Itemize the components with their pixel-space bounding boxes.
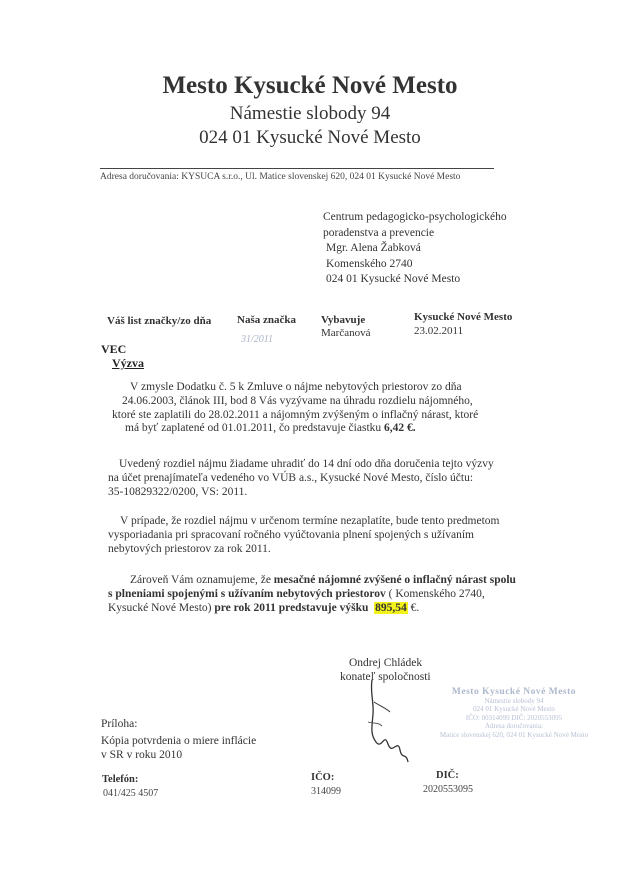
header-divider [100,168,494,169]
recipient-line: poradenstva a prevencie [323,226,435,239]
stamp-line: Námestie slobody 94 [484,696,544,705]
stamp-title: Mesto Kysucké Nové Mesto [451,687,577,697]
phone-label: Telefón: [102,774,139,785]
paragraph-line: na účet prenajímateľa vedeného vo VÚB a.s., Kysucké Nové Mesto, číslo účtu: [108,471,474,484]
dic-label: DIČ: [436,770,459,781]
highlighted-amount: 895,54 [375,601,407,614]
attachment-line: Kópia potvrdenia o miere inflácie [101,735,257,747]
signatory-name: Ondrej Chládek [349,657,423,669]
paragraph-line [106,422,478,436]
place-label: Kysucké Nové Mesto [414,311,513,323]
attachment-block [101,717,256,762]
paragraph-4 [108,574,516,615]
paragraph-bold-text: pre rok 2011 predstavuje výšku [214,601,369,614]
dic-value: 2020553095 [423,784,473,795]
handwritten-signature-icon [360,672,420,767]
company-stamp [424,688,604,740]
paragraph-2 [108,458,494,499]
paragraph-line: nebytových priestorov za rok 2011. [108,542,271,555]
paragraph-bold-text: s plneniami spojenými s užívaním nebytových priestorov [108,587,386,600]
paragraph-text: má byť zaplatené od 01.01.2011, čo predstavuje čiastku [125,422,382,435]
handled-label: Vybavuje [321,314,366,326]
signatory-role: konateľ spoločnosti [340,671,431,683]
your-ref-label: Váš list značky/zo dňa [107,315,212,327]
paragraph-line: Uvedený rozdiel nájmu žiadame uhradiť do 14 dní odo dňa doručenia tejto výzvy [119,458,494,470]
attachment-label: Príloha: [101,718,138,730]
letterhead-city: 024 01 Kysucké Nové Mesto [199,127,421,148]
paragraph-line [108,602,516,616]
paragraph-line: V prípade, že rozdiel nájmu v určenom termíne nezaplatíte, bude tento predmetom [120,515,500,527]
attachment-line: v SR v roku 2010 [101,749,183,761]
paragraph-bold-text: mesačné nájomné zvýšené o inflačný nárast spolu [273,574,516,586]
our-ref-value: 31/2011 [241,334,274,345]
currency-sign: €. [407,601,420,614]
paragraph-text: ( Komenského 2740, [385,587,485,600]
paragraph-line [108,574,516,588]
paragraph-3 [108,515,499,556]
paragraph-line: ktoré ste zaplatili do 28.02.2011 a nájomným zvýšeným o inflačný nárast, ktoré [112,408,479,421]
letter-date: 23.02.2011 [414,325,464,337]
letterhead-title: Mesto Kysucké Nové Mesto [162,72,458,99]
recipient-line: Komenského 2740 [326,257,413,270]
handled-value: Marčanová [321,327,371,339]
paragraph-1 [106,381,478,436]
our-ref-label: Naša značka [237,314,296,326]
recipient-line: Centrum pedagogicko-psychologického [323,211,507,223]
recipient-line: 024 01 Kysucké Nové Mesto [326,273,461,285]
ico-label: IČO: [311,772,335,783]
letterhead-street: Námestie slobody 94 [229,103,391,124]
recipient-block [323,210,507,288]
stamp-line: IČO: 00314099 DIČ: 2020553095 [465,713,563,722]
paragraph-line: 24.06.2003, článok III, bod 8 Vás vyzývame na úhradu rozdielu nájomného, [122,394,473,407]
delivery-address: Adresa doručovania: KYSUCA s.r.o., Ul. Matice slovenskej 620, 024 01 Kysucké Nové Mesto [100,172,461,182]
paragraph-text: Kysucké Nové Mesto) [108,601,215,614]
paragraph-text: Zároveň Vám oznamujeme, že [130,574,274,586]
subject-label: VEC [101,342,127,356]
recipient-line: Mgr. Alena Žabková [326,242,421,254]
stamp-line: Matice slovenskej 620, 024 01 Kysucké Nové Mesto [439,730,589,739]
paragraph-line [108,588,516,602]
paragraph-line: 35-10829322/0200, VS: 2011. [108,485,248,498]
stamp-line: Adresa doručovania: [484,722,544,731]
phone-value: 041/425 4507 [103,788,159,799]
ico-value: 314099 [311,786,341,797]
paragraph-line: vysporiadania pri spracovaní ročného vyúčtovania plnení spojených s užívaním [108,528,474,541]
amount-difference: 6,42 €. [384,422,416,435]
stamp-line: 024 01 Kysucké Nové Mesto [473,705,555,714]
paragraph-line: V zmysle Dodatku č. 5 k Zmluve o nájme nebytových priestorov zo dňa [130,381,462,393]
subject-title: Výzva [112,356,144,370]
